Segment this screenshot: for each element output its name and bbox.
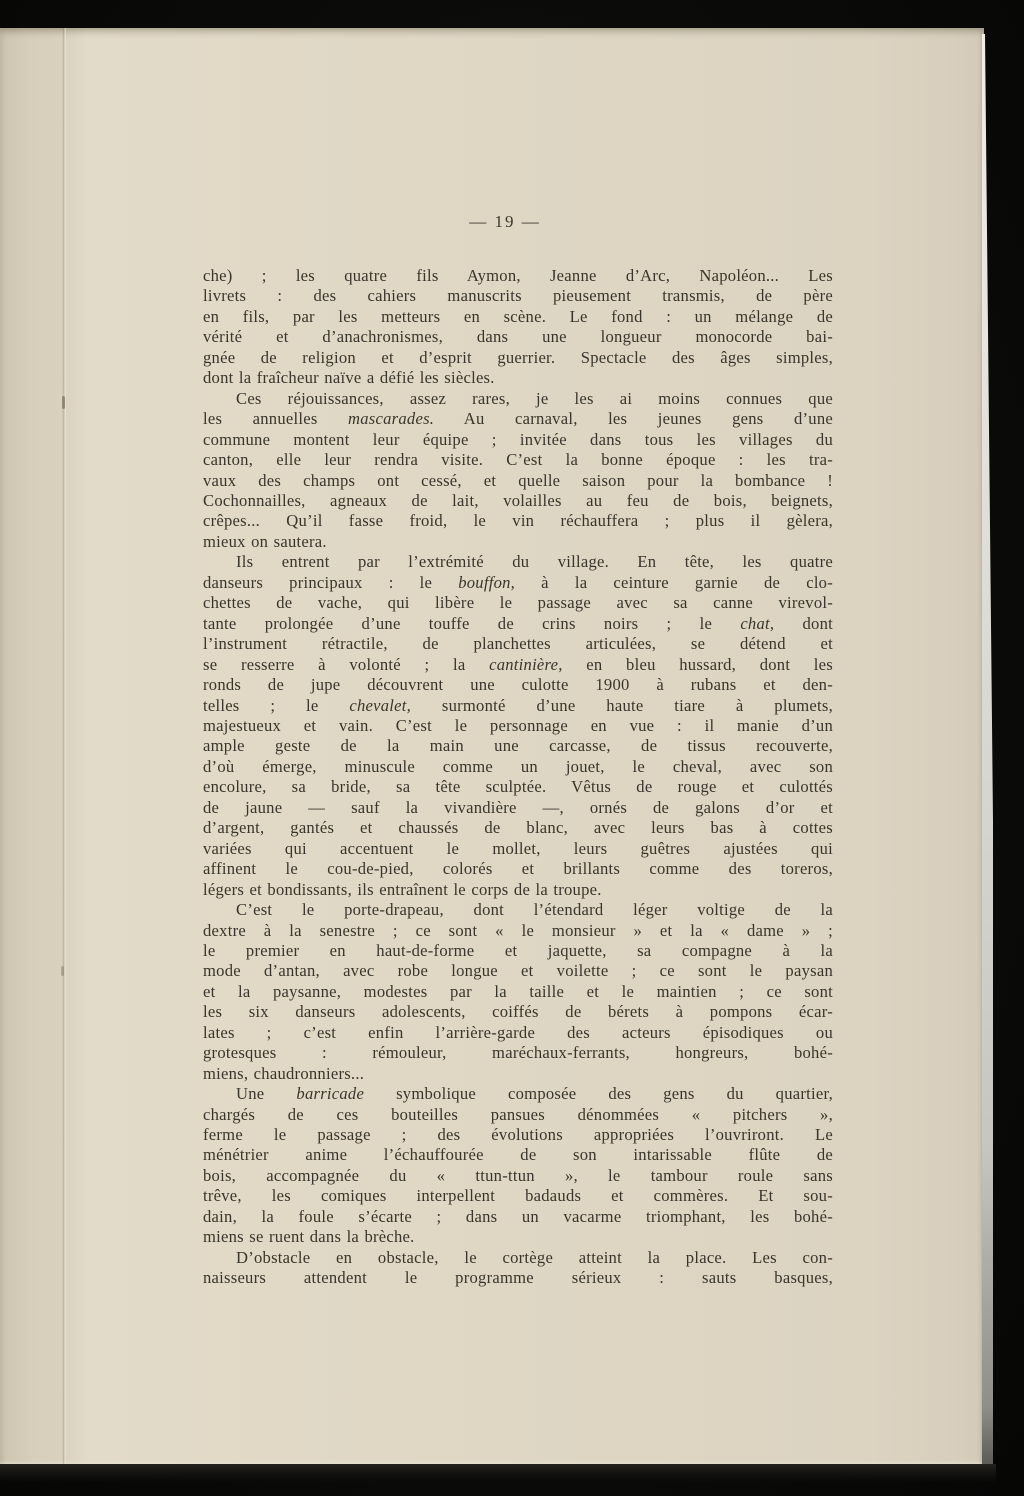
paragraph	[203, 266, 833, 389]
text-run: tante prolongée d’une touffe de crins noirs ; le	[203, 613, 741, 633]
text-line	[203, 1268, 833, 1288]
text-run: ronds de jupe découvrent une culotte 1900 à rubans et den-	[203, 675, 833, 695]
text-run: affinent le cou-de-pied, colorés et brillants comme des toreros,	[203, 859, 833, 879]
text-run: et la paysanne, modestes par la taille et le maintien ; ce sont	[203, 981, 833, 1001]
text-line	[203, 1166, 833, 1186]
text-run: Ces réjouissances, assez rares, je les ai moins connues que	[236, 388, 833, 408]
text-run: à la ceinture garnie de clo-	[515, 572, 834, 592]
text-run: che) ; les quatre fils Aymon, Jeanne d’Arc, Napoléon... Les	[203, 266, 833, 285]
text-line	[203, 634, 833, 654]
italic-text-run: chevalet,	[349, 695, 412, 715]
text-line	[203, 941, 833, 961]
text-run: majestueux et vain. C’est le personnage en vue : il manie d’un	[203, 715, 833, 735]
text-run: Une	[236, 1084, 297, 1104]
text-run: Ils entrent par l’extrémité du village. En tête, les quatre	[236, 552, 833, 572]
text-run: ménétrier anime l’échauffourée de son intarissable flûte de	[203, 1145, 833, 1165]
text-run: symbolique composée des gens du quartier,	[364, 1084, 834, 1104]
text-run: crêpes... Qu’il fasse froid, le vin réchauffera ; plus il gèlera,	[203, 511, 833, 531]
text-line	[203, 430, 833, 450]
text-run: vérité et d’anachronismes, dans une longueur monocorde bai-	[203, 327, 833, 347]
binding-crease	[62, 28, 66, 1464]
text-run: bois, accompagnée du « ttun-ttun », le tambour roule sans	[203, 1165, 833, 1185]
text-line	[203, 614, 833, 634]
text-line	[203, 675, 833, 695]
text-line	[203, 798, 833, 818]
paragraph	[203, 1248, 833, 1289]
text-line	[203, 1227, 833, 1247]
text-run: lates ; c’est enfin l’arrière-garde des acteurs épisodiques ou	[203, 1022, 833, 1042]
text-run: grotesques : rémouleur, maréchaux-ferrants, hongreurs, bohé-	[203, 1043, 833, 1063]
text-run: surmonté d’une haute tiare à plumets,	[411, 695, 833, 715]
text-line	[203, 1145, 833, 1165]
text-run: mieux on sautera.	[203, 531, 327, 551]
text-run: légers et bondissants, ils entraînent le corps de la troupe.	[203, 879, 602, 899]
page-bottom-shadow	[0, 1464, 996, 1482]
text-line	[203, 900, 833, 920]
text-run: de jaune — sauf la vivandière —, ornés de galons d’or et	[203, 797, 833, 817]
text-run: les six danseurs adolescents, coiffés de bérets à pompons écar-	[203, 1002, 833, 1022]
text-run: C’est le porte-drapeau, dont l’étendard léger voltige de la	[236, 900, 833, 920]
text-run: livrets : des cahiers manuscrits pieusement transmis, de père	[203, 286, 833, 306]
text-line	[203, 450, 833, 470]
text-line	[203, 736, 833, 756]
text-run: en fils, par les metteurs en scène. Le fond : un mélange de	[203, 306, 833, 326]
text-run: canton, elle leur rendra visite. C’est la bonne époque : les tra-	[203, 450, 833, 470]
text-run: se resserre à volonté ; la	[203, 654, 490, 674]
text-line	[203, 368, 833, 388]
text-run: Au carnaval, les jeunes gens d’une	[434, 409, 833, 429]
text-run: trêve, les comiques interpellent badauds et commères. Et sou-	[203, 1186, 833, 1206]
text-line	[203, 1105, 833, 1125]
text-run: miens, chaudronniers...	[203, 1063, 365, 1083]
text-line	[203, 348, 833, 368]
page-number: — 19 —	[469, 212, 541, 231]
text-line	[203, 1248, 833, 1268]
text-run: le premier en haut-de-forme et jaquette, sa compagne à la	[203, 940, 833, 960]
text-run: d’argent, gantés et chaussés de blanc, avec leurs bas à cottes	[203, 818, 833, 838]
text-run: commune montent leur équipe ; invitée dans tous les villages du	[203, 429, 833, 449]
text-run: les annuelles	[203, 409, 349, 429]
text-line	[203, 839, 833, 859]
text-line	[203, 286, 833, 306]
text-line	[203, 1084, 833, 1104]
text-run: l’instrument rétractile, de planchettes articulées, se détend et	[203, 634, 833, 654]
text-line	[203, 266, 833, 286]
italic-text-run: barricade	[296, 1084, 365, 1104]
text-run: ferme le passage ; des évolutions appropriées l’ouvriront. Le	[203, 1125, 833, 1145]
text-line	[203, 982, 833, 1002]
text-line	[203, 961, 833, 981]
text-line	[203, 1064, 833, 1084]
text-run: chargés de ces bouteilles pansues dénommées « pitchers »,	[203, 1104, 833, 1124]
italic-text-run: mascarades.	[348, 409, 435, 429]
text-line	[203, 1207, 833, 1227]
text-run: variées qui accentuent le mollet, leurs guêtres ajustées qui	[203, 838, 833, 858]
text-line	[203, 1043, 833, 1063]
text-line	[203, 1002, 833, 1022]
italic-text-run: chat,	[740, 613, 775, 633]
text-line	[203, 921, 833, 941]
paragraph	[203, 389, 833, 553]
text-run: miens se ruent dans la brèche.	[203, 1227, 415, 1247]
text-line	[203, 552, 833, 572]
text-line	[203, 716, 833, 736]
text-line	[203, 532, 833, 552]
crease-mark	[62, 396, 65, 409]
text-line	[203, 593, 833, 613]
text-line	[203, 511, 833, 531]
text-line	[203, 818, 833, 838]
text-run: Cochonnailles, agneaux de lait, volailles au feu de bois, beignets,	[203, 490, 833, 510]
text-line	[203, 327, 833, 347]
crease-mark	[61, 966, 64, 976]
text-run: chettes de vache, qui libère le passage avec sa canne virevol-	[203, 593, 833, 613]
text-run: encolure, sa bride, sa tête sculptée. Vêtus de rouge et culottés	[203, 777, 833, 797]
text-line	[203, 491, 833, 511]
text-run: en bleu hussard, dont les	[562, 654, 833, 674]
text-line	[203, 655, 833, 675]
text-line	[203, 1125, 833, 1145]
text-line	[203, 389, 833, 409]
text-run: naisseurs attendent le programme sérieux : sauts basques,	[203, 1268, 833, 1288]
text-run: telles ; le	[203, 695, 350, 715]
text-run: dain, la foule s’écarte ; dans un vacarme triomphant, les bohé-	[203, 1206, 833, 1226]
text-run: ample geste de la main une carcasse, de tissus recouverte,	[203, 736, 833, 756]
text-run: d’où émerge, minuscule comme un jouet, le cheval, avec son	[203, 756, 833, 776]
paragraph	[203, 552, 833, 900]
text-line	[203, 880, 833, 900]
text-line	[203, 859, 833, 879]
paragraph	[203, 900, 833, 1084]
text-run: D’obstacle en obstacle, le cortège atteint la place. Les con-	[236, 1247, 833, 1267]
text-block	[203, 266, 833, 1289]
text-run: dont la fraîcheur naïve a défié les siècles.	[203, 368, 495, 388]
text-line	[203, 573, 833, 593]
text-run: mode d’antan, avec robe longue et voilette ; ce sont le paysan	[203, 961, 833, 981]
text-line	[203, 409, 833, 429]
text-line	[203, 777, 833, 797]
text-line	[203, 307, 833, 327]
text-run: dont	[774, 613, 833, 633]
italic-text-run: cantinière,	[489, 654, 563, 674]
book-page	[0, 28, 984, 1464]
text-line	[203, 1023, 833, 1043]
text-line	[203, 696, 833, 716]
italic-text-run: bouffon,	[458, 572, 516, 592]
text-line	[203, 471, 833, 491]
text-run: gnée de religion et d’esprit guerrier. Spectacle des âges simples,	[203, 347, 833, 367]
text-line	[203, 757, 833, 777]
text-run: vaux des champs ont cessé, et quelle saison pour la bombance !	[203, 470, 833, 490]
text-run: danseurs principaux : le	[203, 572, 459, 592]
text-run: dextre à la senestre ; ce sont « le monsieur » et la « dame » ;	[203, 920, 833, 940]
paragraph	[203, 1084, 833, 1248]
text-line	[203, 1186, 833, 1206]
